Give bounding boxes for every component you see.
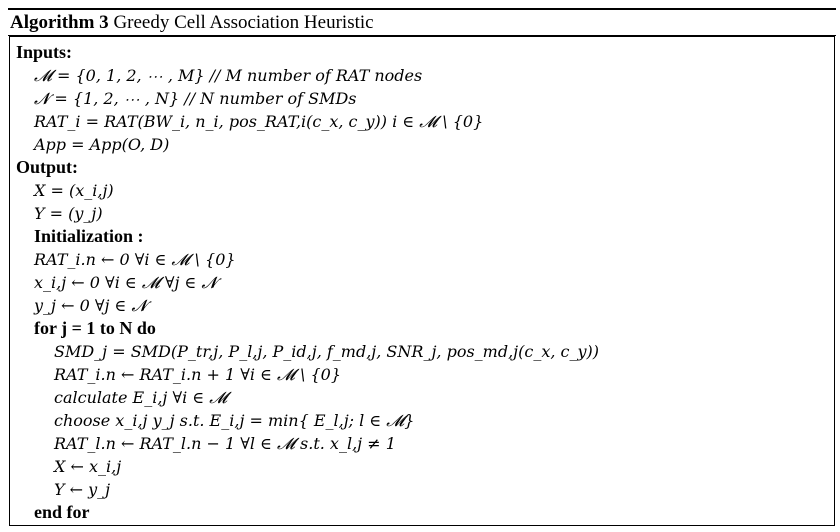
for-loop-line: for j = 1 to N do [34, 318, 156, 338]
init-y-line: y_j ← 0 ∀j ∈ 𝓝 [34, 296, 147, 315]
algorithm-label: Algorithm 3 [10, 12, 109, 33]
rat-increment-line: RAT_i.n ← RAT_i.n + 1 ∀i ∈ 𝓜 \ {0} [54, 365, 342, 384]
y-def-line: Y = (y_j) [34, 204, 103, 223]
smd-def-line: SMD_j = SMD(P_tr,j, P_l,j, P_id,j, f_md,j, SNR_j, pos_md,j(c_x, c_y)) [54, 342, 599, 361]
init-rat-line: RAT_i.n ← 0 ∀i ∈ 𝓜 \ {0} [34, 250, 236, 269]
x-def-line: X = (x_i,j) [34, 181, 114, 200]
app-def-line: App = App(O, D) [34, 135, 170, 154]
algorithm-title: Greedy Cell Association Heuristic [113, 12, 374, 33]
m-set-line: 𝓜 = {0, 1, 2, ⋯ , M} // M number of RAT nodes [34, 66, 423, 85]
rat-decrement-line: RAT_l.n ← RAT_l.n − 1 ∀l ∈ 𝓜 s.t. x_l,j ≠ 1 [54, 434, 396, 453]
init-x-line: x_i,j ← 0 ∀i ∈ 𝓜 ∀j ∈ 𝓝 [34, 273, 217, 292]
choose-line: choose x_i,j y_j s.t. E_i,j = min{ E_l,j; l ∈ 𝓜} [54, 411, 415, 430]
x-assign-line: X ← x_i,j [54, 457, 122, 476]
rat-def-line: RAT_i = RAT(BW_i, n_i, pos_RAT,i(c_x, c_y)) i ∈ 𝓜 \ {0} [34, 112, 484, 131]
inputs-heading: Inputs: [16, 42, 73, 62]
end-for-line: end for [34, 502, 90, 522]
algorithm-body [9, 36, 835, 526]
output-heading: Output: [16, 157, 79, 177]
algorithm-caption [10, 9, 836, 37]
n-set-line: 𝓝 = {1, 2, ⋯ , N} // N number of SMDs [34, 89, 357, 108]
calculate-line: calculate E_i,j ∀i ∈ 𝓜 [54, 388, 228, 407]
initialization-heading: Initialization : [34, 226, 144, 246]
y-assign-line: Y ← y_j [54, 480, 111, 499]
